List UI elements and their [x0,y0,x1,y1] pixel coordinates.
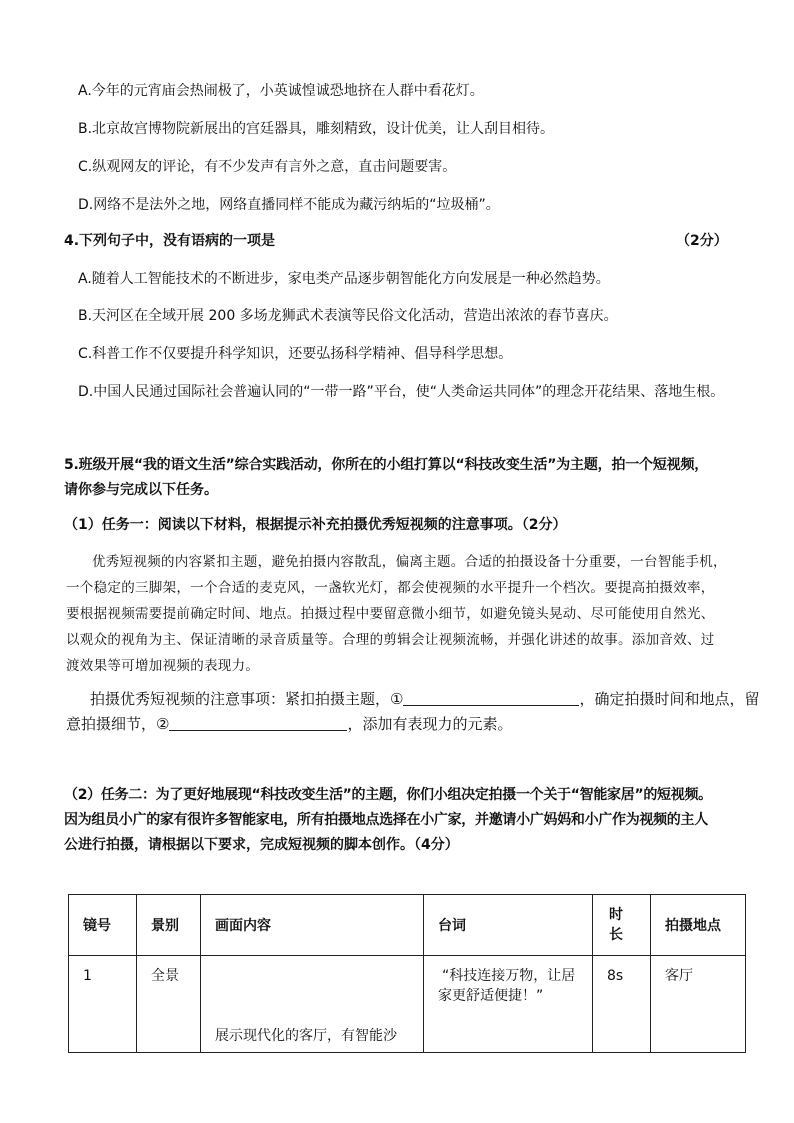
script-table [68,894,746,1053]
fill-text-4: ，添加有表现力的元素。 [347,715,513,733]
cell-lines-a: “科技连接万物，让居 [442,968,576,984]
material-line-3: 要根据视频需要提前确定时间、地点。拍摄过程中要留意微小细节，如避免镜头晃动、尽可能使用自然光、 [66,606,715,622]
cell-lines-b: 家更舒适便捷！” [438,988,544,1004]
fill-line-1 [90,688,759,710]
fill-line-2 [66,713,512,735]
q3-option-b: B.北京故宫博物院新展出的宫廷器具，雕刻精致，设计优美，让人刮目相待。 [78,121,555,137]
q3-option-a: A.今年的元宵庙会热闹极了，小英诚惶诚恐地挤在人群中看花灯。 [78,83,484,99]
task2-line-2: 因为组员小广的家有很许多智能家电，所有拍摄地点选择在小广家，并邀请小广妈妈和小广作为视频的主人 [64,812,708,828]
material-line-1: 优秀短视频的内容紧扣主题，避免拍摄内容散乱，偏离主题。合适的拍摄设备十分重要，一台智能手机， [92,554,727,570]
cell-duration: 8s [593,956,651,1053]
cell-content-text: 展示现代化的客厅，有智能沙 [215,1028,397,1044]
task1-title: （1）任务一：阅读以下材料，根据提示补充拍摄优秀短视频的注意事项。（2分） [64,517,567,533]
header-duration: 时长 [593,895,651,956]
q4-option-a: A.随着人工智能技术的不断进步，家电类产品逐步朝智能化方向发展是一种必然趋势。 [78,271,610,287]
header-scene: 景别 [137,895,201,956]
q4-score: （2分） [676,233,728,249]
q4-option-b: B.天河区在全域开展 200 多场龙狮武术表演等民俗文化活动，营造出浓浓的春节喜庆。 [78,308,618,324]
cell-scene: 全景 [137,956,201,1053]
answer-blank-2[interactable] [169,714,347,731]
q4-option-d: D.中国人民通过国际社会普遍认同的“一带一路”平台，使“人类命运共同体”的理念开花结果、落地生根。 [78,384,725,400]
cell-location: 客厅 [651,956,746,1053]
answer-blank-1[interactable] [403,689,579,706]
cell-shot-no: 1 [69,956,137,1053]
q5-stem-line1: 5.班级开展“我的语文生活”综合实践活动，你所在的小组打算以“科技改变生活”为主题，拍一个短视频， [64,457,709,473]
header-content: 画面内容 [201,895,424,956]
fill-text-1: 拍摄优秀短视频的注意事项：紧扣拍摄主题，① [90,690,404,708]
table-row [69,956,746,1053]
q5-stem-line2: 请你参与完成以下任务。 [64,482,218,498]
q3-option-c: C.纵观网友的评论，有不少发声有言外之意，直击问题要害。 [78,159,457,175]
header-lines: 台词 [424,895,593,956]
material-line-2: 一个稳定的三脚架，一个合适的麦克风，一盏软光灯，都会使视频的水平提升一个档次。要提高拍摄效率， [66,580,715,596]
q3-option-d: D.网络不是法外之地，网络直播同样不能成为藏污纳垢的“垃圾桶”。 [78,197,500,213]
task2-line-3: 公进行拍摄，请根据以下要求，完成短视频的脚本创作。（4分） [64,837,459,853]
cell-content [201,956,424,1053]
material-line-5: 渡效果等可增加视频的表现力。 [66,658,260,674]
cell-lines [424,956,593,1053]
material-line-4: 以观众的视角为主、保证清晰的录音质量等。合理的剪辑会让视频流畅，并强化讲述的故事。添加音效、过 [66,632,715,648]
fill-text-3: 意拍摄细节，② [66,715,170,733]
header-shot-no: 镜号 [69,895,137,956]
fill-text-2: ，确定拍摄时间和地点，留 [579,690,760,708]
task2-line-1: （2）任务二：为了更好地展现“科技改变生活”的主题，你们小组决定拍摄一个关于“智能家居”的短视频。 [64,787,712,803]
q4-option-c: C.科普工作不仅要提升科学知识，还要弘扬科学精神、倡导科学思想。 [78,346,513,362]
header-location: 拍摄地点 [651,895,746,956]
table-header-row [69,895,746,956]
q4-stem: 4.下列句子中，没有语病的一项是 [64,233,276,249]
